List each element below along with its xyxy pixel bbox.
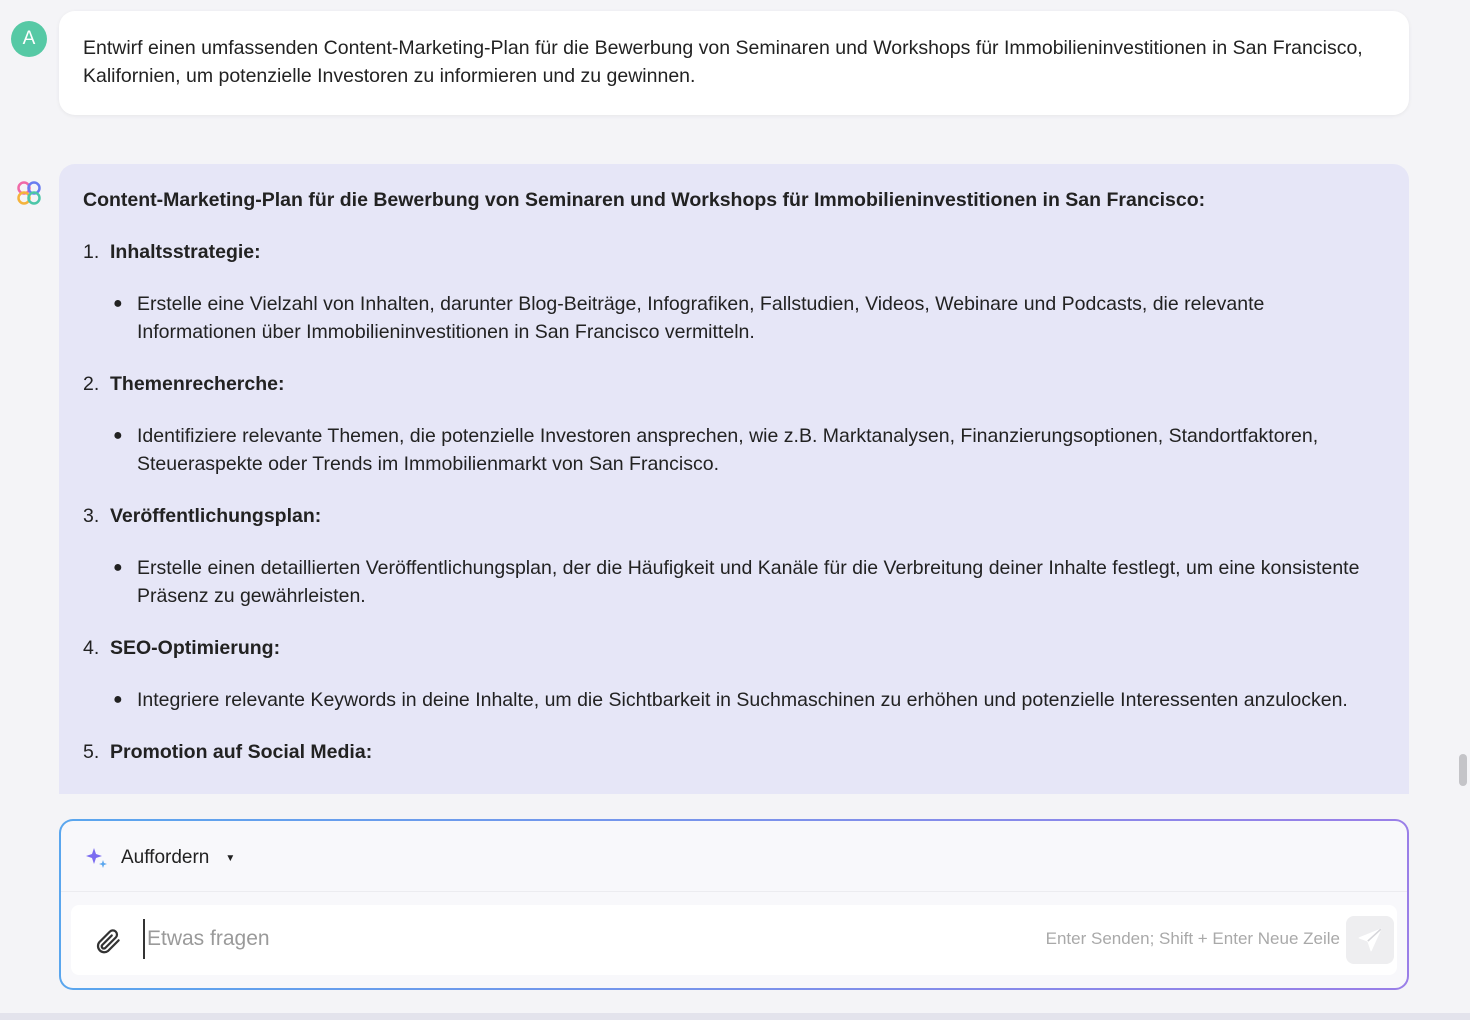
shortcut-hint: Enter Senden; Shift + Enter Neue Zeile: [1045, 929, 1340, 948]
section-title: Promotion auf Social Media:: [110, 741, 373, 763]
section-title: Inhaltsstrategie:: [110, 241, 261, 263]
prompt-input[interactable]: [143, 919, 847, 959]
send-icon: [1357, 927, 1383, 953]
bullet-dot: ●: [113, 559, 123, 576]
bullet-dot: ●: [113, 295, 123, 312]
section-bullet: [83, 422, 1385, 478]
section-title: Themenrecherche:: [110, 373, 285, 395]
caret-down-icon: ▼: [225, 852, 236, 864]
section-heading: [83, 634, 1385, 662]
bullet-text: Erstelle einen detaillierten Veröffentlichungsplan, der die Häufigkeit und Kanäle für die Verbreitung deiner Inhalte festlegt, um eine konsistente Präsenz zu gewährleisten.: [137, 557, 1360, 607]
bullet-dot: ●: [113, 427, 123, 444]
section-bullet: [83, 290, 1385, 346]
sparkle-icon: [85, 846, 109, 870]
section-title: Veröffentlichungsplan:: [110, 505, 322, 527]
section-number: 1.: [83, 241, 100, 263]
section-number: 2.: [83, 373, 100, 395]
input-area: [71, 905, 1397, 975]
bullet-text: Erstelle eine Vielzahl von Inhalten, darunter Blog-Beiträge, Infografiken, Fallstudien, Videos, Webinare und Podcasts, die relevante Informationen über Immobilieninvestitionen in San Francisco vermitteln.: [137, 293, 1265, 343]
composer-divider: [61, 891, 1407, 892]
section-heading: [83, 502, 1385, 530]
bullet-text: Identifiziere relevante Themen, die potenzielle Investoren ansprechen, wie z.B. Marktanalysen, Finanzierungsoptionen, Standortfaktoren, Steueraspekte oder Trends im Immobilienmarkt von San Francisco.: [137, 425, 1319, 475]
section-bullet: [83, 554, 1385, 610]
user-avatar: A: [11, 21, 47, 57]
section-heading: [83, 738, 1385, 766]
scrollbar-thumb[interactable]: [1459, 754, 1467, 786]
bullet-dot: ●: [113, 691, 123, 708]
bullet-text: Integriere relevante Keywords in deine Inhalte, um die Sichtbarkeit in Suchmaschinen zu erhöhen und potenzielle Interessenten anzulocken.: [137, 689, 1348, 711]
mode-label: Auffordern: [121, 847, 210, 868]
section-number: 4.: [83, 637, 100, 659]
composer: [59, 819, 1409, 990]
app-logo-icon: [15, 179, 43, 207]
mode-selector[interactable]: [85, 845, 235, 871]
section-number: 3.: [83, 505, 100, 527]
bottom-strip: [0, 1013, 1470, 1020]
section-heading: [83, 238, 1385, 266]
paperclip-icon[interactable]: [93, 926, 123, 956]
send-button[interactable]: [1346, 916, 1394, 964]
user-message-text: Entwirf einen umfassenden Content-Marketing-Plan für die Bewerbung von Seminaren und Workshops für Immobilieninvestitionen in San Francisco, Kalifornien, um potenzielle Investoren zu informieren und zu gewinnen.: [83, 37, 1363, 87]
assistant-message-bubble: [59, 164, 1409, 794]
response-title: Content-Marketing-Plan für die Bewerbung von Seminaren und Workshops für Immobilieninvestitionen in San Francisco:: [83, 189, 1206, 211]
user-message-bubble: [59, 11, 1409, 115]
section-bullet: [83, 686, 1385, 714]
section-title: SEO-Optimierung:: [110, 637, 281, 659]
section-number: 5.: [83, 741, 100, 763]
section-heading: [83, 370, 1385, 398]
